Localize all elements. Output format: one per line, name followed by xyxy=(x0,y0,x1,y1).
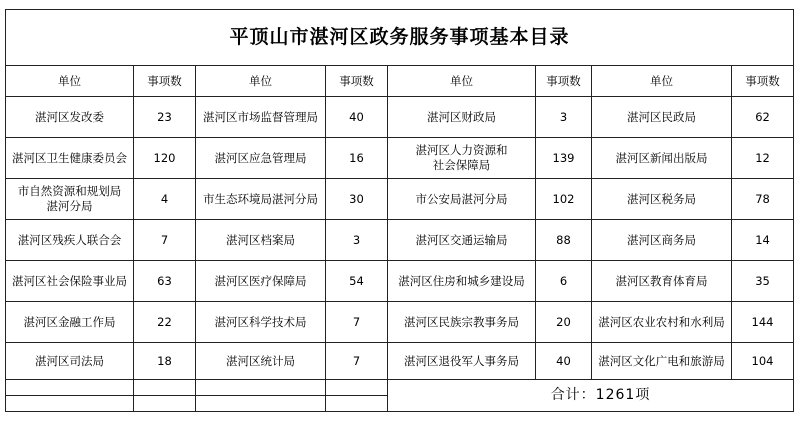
item-count-cell: 4 xyxy=(134,179,196,220)
item-count-cell: 3 xyxy=(326,220,388,261)
item-count-cell: 3 xyxy=(536,97,592,138)
unit-name-cell: 湛河区社会保险事业局 xyxy=(6,261,134,302)
column-header-count: 事项数 xyxy=(732,66,794,97)
item-count-cell: 139 xyxy=(536,138,592,179)
item-count-cell: 78 xyxy=(732,179,794,220)
unit-name-cell: 湛河区民族宗教事务局 xyxy=(388,302,536,343)
total-label: 合计：1261项 xyxy=(550,387,651,403)
item-count-cell: 63 xyxy=(134,261,196,302)
unit-name-cell: 湛河区市场监督管理局 xyxy=(196,97,326,138)
item-count-cell: 120 xyxy=(134,138,196,179)
blank-cell xyxy=(196,380,326,396)
table-row xyxy=(6,97,794,138)
unit-name-cell: 湛河区发改委 xyxy=(6,97,134,138)
unit-name-cell: 湛河区司法局 xyxy=(6,343,134,380)
header-row xyxy=(6,66,794,97)
item-count-cell: 62 xyxy=(732,97,794,138)
unit-name-cell: 湛河区文化广电和旅游局 xyxy=(592,343,732,380)
table-row xyxy=(6,138,794,179)
item-count-cell: 22 xyxy=(134,302,196,343)
unit-name-cell: 市公安局湛河分局 xyxy=(388,179,536,220)
unit-name-cell: 湛河区退役军人事务局 xyxy=(388,343,536,380)
table-row xyxy=(6,179,794,220)
unit-name-cell: 湛河区农业农村和水利局 xyxy=(592,302,732,343)
item-count-cell: 144 xyxy=(732,302,794,343)
column-header-count: 事项数 xyxy=(536,66,592,97)
unit-name-cell: 湛河区档案局 xyxy=(196,220,326,261)
unit-name-cell: 湛河区新闻出版局 xyxy=(592,138,732,179)
item-count-cell: 102 xyxy=(536,179,592,220)
column-header-unit: 单位 xyxy=(388,66,536,97)
item-count-cell: 88 xyxy=(536,220,592,261)
column-header-count: 事项数 xyxy=(134,66,196,97)
item-count-cell: 104 xyxy=(732,343,794,380)
unit-name-cell: 湛河区医疗保障局 xyxy=(196,261,326,302)
table-row xyxy=(6,343,794,380)
item-count-cell: 12 xyxy=(732,138,794,179)
item-count-cell: 40 xyxy=(326,97,388,138)
unit-name-cell: 湛河区科学技术局 xyxy=(196,302,326,343)
unit-name-cell: 湛河区住房和城乡建设局 xyxy=(388,261,536,302)
total-cell xyxy=(388,380,794,412)
unit-name-cell: 湛河区民政局 xyxy=(592,97,732,138)
unit-name-cell: 湛河区人力资源和 社会保障局 xyxy=(388,138,536,179)
unit-name-cell: 市生态环境局湛河分局 xyxy=(196,179,326,220)
unit-name-cell: 市自然资源和规划局 湛河分局 xyxy=(6,179,134,220)
item-count-cell: 7 xyxy=(134,220,196,261)
unit-name-cell: 湛河区统计局 xyxy=(196,343,326,380)
item-count-cell: 35 xyxy=(732,261,794,302)
item-count-cell: 40 xyxy=(536,343,592,380)
item-count-cell: 7 xyxy=(326,302,388,343)
page-title: 平顶山市湛河区政务服务事项基本目录 xyxy=(6,10,794,66)
blank-cell xyxy=(196,396,326,412)
table-row xyxy=(6,302,794,343)
item-count-cell: 54 xyxy=(326,261,388,302)
column-header-unit: 单位 xyxy=(592,66,732,97)
item-count-cell: 6 xyxy=(536,261,592,302)
blank-cell xyxy=(326,396,388,412)
item-count-cell: 23 xyxy=(134,97,196,138)
unit-name-cell: 湛河区应急管理局 xyxy=(196,138,326,179)
column-header-unit: 单位 xyxy=(196,66,326,97)
blank-cell xyxy=(6,380,134,396)
item-count-cell: 30 xyxy=(326,179,388,220)
blank-cell xyxy=(134,396,196,412)
item-count-cell: 20 xyxy=(536,302,592,343)
unit-name-cell: 湛河区教育体育局 xyxy=(592,261,732,302)
unit-name-cell: 湛河区财政局 xyxy=(388,97,536,138)
unit-name-cell: 湛河区交通运输局 xyxy=(388,220,536,261)
blank-cell xyxy=(6,396,134,412)
column-header-count: 事项数 xyxy=(326,66,388,97)
item-count-cell: 14 xyxy=(732,220,794,261)
blank-cell xyxy=(326,380,388,396)
unit-name-cell: 湛河区卫生健康委员会 xyxy=(6,138,134,179)
table-row xyxy=(6,220,794,261)
unit-name-cell: 湛河区税务局 xyxy=(592,179,732,220)
unit-name-cell: 湛河区残疾人联合会 xyxy=(6,220,134,261)
unit-name-cell: 湛河区商务局 xyxy=(592,220,732,261)
blank-cell xyxy=(134,380,196,396)
column-header-unit: 单位 xyxy=(6,66,134,97)
unit-name-cell: 湛河区金融工作局 xyxy=(6,302,134,343)
item-count-cell: 7 xyxy=(326,343,388,380)
directory-table xyxy=(5,9,794,412)
blank-row xyxy=(6,380,794,396)
table-row xyxy=(6,261,794,302)
item-count-cell: 16 xyxy=(326,138,388,179)
item-count-cell: 18 xyxy=(134,343,196,380)
